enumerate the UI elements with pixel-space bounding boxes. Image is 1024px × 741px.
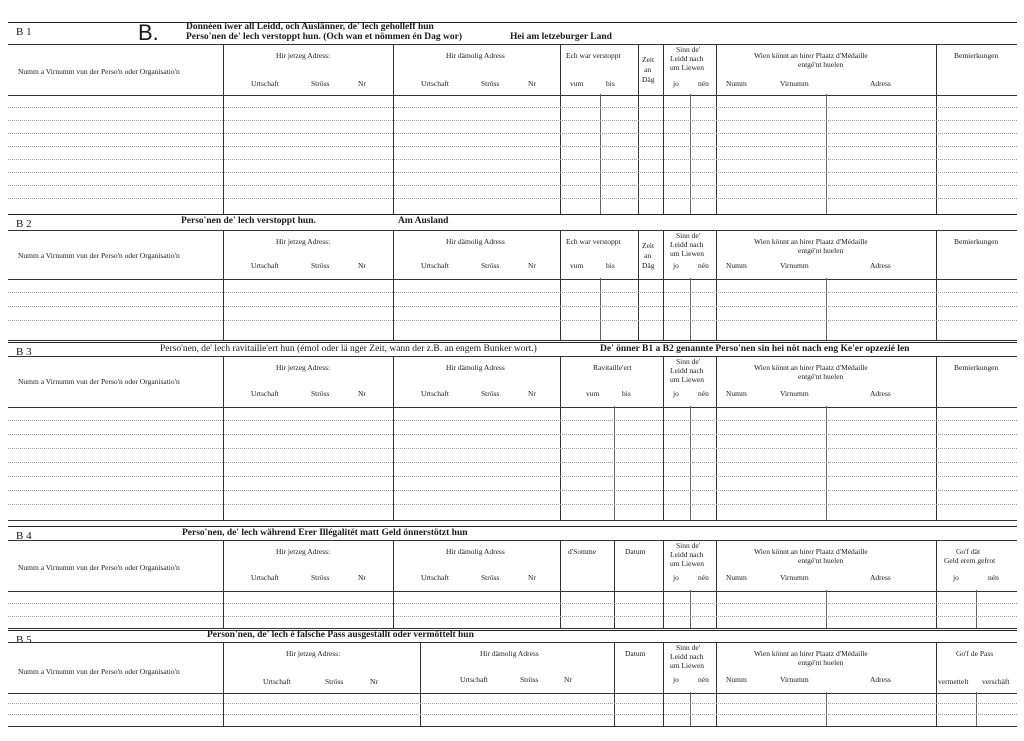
number-label: Nr [528, 389, 536, 398]
number-label: Nr [370, 677, 378, 686]
time-label-3: Däg [642, 261, 655, 270]
suffer-label-2: Leidd nach [670, 240, 704, 249]
no-label: nén [698, 389, 709, 398]
to-label: bis [606, 261, 615, 270]
firstname-label: Virnumm [780, 389, 809, 398]
section-title: Perso'nen, de' lech ravitaille'ert hun (émol oder lä nger Zeit, wann der z.B. an engem Bunker wort.) [160, 344, 537, 354]
suffer-label: Sinn de' [676, 643, 701, 652]
section-id: B 1 [16, 26, 32, 38]
current-address-label: Hir jetzeg Adress: [276, 547, 331, 556]
town-label: Urtschaft [251, 79, 279, 88]
town-label: Urtschaft [421, 261, 449, 270]
money-back-label-2: Geld erem gefrot [944, 556, 996, 565]
from-label: vum [570, 261, 584, 270]
remarks-label: Bemierkungen [954, 363, 999, 372]
suffer-label-3: um Liewen [670, 249, 704, 258]
suffer-label-3: um Liewen [670, 661, 704, 670]
suffer-label-2: Leidd nach [670, 550, 704, 559]
table-header [8, 642, 1017, 694]
former-address-label: Hir dämolig Adress [446, 51, 505, 60]
former-address-label: Hir dämolig Adress [480, 649, 539, 658]
section-title-2: Am Ausland [398, 216, 449, 226]
surname-label: Numm [726, 675, 747, 684]
to-label: bis [622, 389, 631, 398]
address-label: Adress [870, 79, 891, 88]
street-label: Ströss [481, 573, 500, 582]
time-label-2: an [644, 251, 652, 260]
table-body [8, 406, 1017, 521]
surname-label: Numm [726, 261, 747, 270]
section-rule [8, 630, 1017, 631]
suffer-label-3: um Liewen [670, 375, 704, 384]
section-id: B 2 [16, 218, 32, 230]
medal-label: Wien könnt an hirer Plaatz d'Médaille [754, 547, 868, 556]
section-b2 [8, 214, 1017, 342]
intro-line-2: Perso'nen de' lech verstoppt hun. (Och wan et nömmen én Dag wor) [186, 32, 463, 42]
number-label: Nr [358, 573, 366, 582]
suffer-label: Sinn de' [676, 45, 701, 54]
remarks-label: Bemierkungen [954, 51, 999, 60]
name-column-label: Numm a Virnumm vun der Perso'n oder Organisatio'n [18, 563, 180, 572]
medal-label: Wien könnt an hirer Plaatz d'Médaille [754, 51, 868, 60]
medal-label: Wien könnt an hirer Plaatz d'Médaille [754, 363, 868, 372]
street-label: Ströss [311, 389, 330, 398]
section-id: B 3 [16, 346, 32, 358]
section-rule [8, 526, 1017, 527]
medal-label-2: entgé'nt huelen [798, 556, 844, 565]
sum-label: d'Somme [568, 547, 597, 556]
table-header [8, 44, 1017, 96]
suffer-label-3: um Liewen [670, 63, 704, 72]
street-label: Ströss [311, 261, 330, 270]
yes-label: jo [953, 573, 959, 582]
column-divider [716, 45, 717, 95]
street-label: Ströss [481, 261, 500, 270]
former-address-label: Hir dämolig Adress [446, 237, 505, 246]
table-header [8, 230, 1017, 280]
former-address-label: Hir dämolig Adress [446, 547, 505, 556]
town-label: Urtschaft [251, 261, 279, 270]
column-divider [560, 45, 561, 95]
street-label: Ströss [481, 389, 500, 398]
money-back-label: Go'f dät [956, 547, 981, 556]
time-label: Zeit [642, 241, 655, 250]
yes-label: jo [673, 261, 679, 270]
medal-label: Wien könnt an hirer Plaatz d'Médaille [754, 649, 868, 658]
yes-label: jo [673, 573, 679, 582]
town-label: Urtschaft [421, 573, 449, 582]
firstname-label: Virnumm [780, 573, 809, 582]
name-column-label: Numm a Virnumm vun der Perso'n oder Organisatio'n [18, 251, 180, 260]
column-divider [638, 45, 639, 95]
number-label: Nr [528, 79, 536, 88]
suffer-label-2: Leidd nach [670, 366, 704, 375]
suffer-label-2: Leidd nach [670, 54, 704, 63]
surname-label: Numm [726, 573, 747, 582]
name-column-label: Numm a Virnumm vun der Perso'n oder Organisatio'n [18, 67, 180, 76]
suffer-label-3: um Liewen [670, 559, 704, 568]
street-label: Ströss [520, 675, 539, 684]
section-title-2: De' önner B1 a B2 genannte Perso'nen sin hei nöt nach eng Ke'er opzezié len [600, 344, 910, 354]
number-label: Nr [358, 79, 366, 88]
form-letter: B. [138, 20, 159, 45]
section-rule [8, 214, 1017, 215]
no-label: nén [698, 261, 709, 270]
column-divider [936, 45, 937, 95]
yes-label: jo [673, 79, 679, 88]
medal-label-2: entgé'nt huelen [798, 60, 844, 69]
medal-label-2: entgé'nt huelen [798, 658, 844, 667]
section-id: B 5 [16, 634, 32, 646]
town-label: Urtschaft [263, 677, 291, 686]
from-label: vum [586, 389, 600, 398]
ravitailled-label: Ravitaille'ert [593, 363, 632, 372]
firstname-label: Virnumm [780, 261, 809, 270]
no-label: nén [698, 675, 709, 684]
table-body [8, 278, 1017, 341]
section-title: Perso'nen de' lech verstoppt hun. [181, 216, 316, 226]
address-label: Adress [870, 573, 891, 582]
section-b1 [8, 14, 1017, 214]
no-label: nén [698, 573, 709, 582]
pass-destroyed-label: verschäft [982, 677, 1010, 686]
column-divider [663, 45, 664, 95]
section-rule [8, 22, 1017, 23]
intro-line-1: Donnéen iwer all Leidd, och Auslänner, de' lech geholleff hun [186, 22, 434, 32]
section-b3 [8, 342, 1017, 522]
current-address-label: Hir jetzeg Adress: [286, 649, 341, 658]
hidden-label: Ech war verstoppt [566, 237, 621, 246]
time-label-3: Däg [642, 75, 655, 84]
column-divider [393, 45, 394, 95]
number-label: Nr [358, 261, 366, 270]
from-label: vum [570, 79, 584, 88]
town-label: Urtschaft [460, 675, 488, 684]
intro-line-2b: Hei am letzeburger Land [510, 32, 612, 42]
name-column-label: Numm a Virnumm vun der Perso'n oder Organisatio'n [18, 667, 180, 676]
section-title: Perso'nen, de' lech während Erer Illégalitét matt Geld önnerstötzt hun [182, 528, 468, 538]
town-label: Urtschaft [421, 389, 449, 398]
table-body [8, 692, 1017, 727]
table-body [8, 590, 1017, 629]
pass-label: Go'f de Pass [956, 649, 994, 658]
section-b5 [8, 630, 1017, 730]
remarks-label: Bemierkungen [954, 237, 999, 246]
surname-label: Numm [726, 389, 747, 398]
number-label: Nr [528, 261, 536, 270]
no-label: nén [988, 573, 999, 582]
street-label: Ströss [325, 677, 344, 686]
suffer-label: Sinn de' [676, 541, 701, 550]
section-rule [8, 342, 1017, 343]
date-label: Datum [625, 547, 646, 556]
medal-label-2: entgé'nt huelen [798, 372, 844, 381]
street-label: Ströss [481, 79, 500, 88]
suffer-label-2: Leidd nach [670, 652, 704, 661]
current-address-label: Hir jetzeg Adress: [276, 237, 331, 246]
number-label: Nr [564, 675, 572, 684]
town-label: Urtschaft [421, 79, 449, 88]
yes-label: jo [673, 389, 679, 398]
street-label: Ströss [311, 573, 330, 582]
section-b4 [8, 522, 1017, 630]
table-header [8, 356, 1017, 408]
town-label: Urtschaft [251, 573, 279, 582]
suffer-label: Sinn de' [676, 231, 701, 240]
former-address-label: Hir dämolig Adress [446, 363, 505, 372]
number-label: Nr [528, 573, 536, 582]
medal-label: Wien könnt an hirer Plaatz d'Médaille [754, 237, 868, 246]
table-header [8, 540, 1017, 592]
table-body [8, 94, 1017, 215]
firstname-label: Virnumm [780, 675, 809, 684]
current-address-label: Hir jetzeg Adress: [276, 51, 331, 60]
medal-label-2: entgé'nt huelen [798, 246, 844, 255]
hidden-label: Ech war verstoppt [566, 51, 621, 60]
no-label: nén [698, 79, 709, 88]
address-label: Adress [870, 675, 891, 684]
name-column-label: Numm a Virnumm vun der Perso'n oder Organisatio'n [18, 377, 180, 386]
to-label: bis [606, 79, 615, 88]
surname-label: Numm [726, 79, 747, 88]
firstname-label: Virnumm [780, 79, 809, 88]
date-label: Datum [625, 649, 646, 658]
section-id: B 4 [16, 530, 32, 542]
time-label: Zeit [642, 55, 655, 64]
time-label-2: an [644, 65, 652, 74]
address-label: Adress [870, 389, 891, 398]
town-label: Urtschaft [251, 389, 279, 398]
column-divider [223, 45, 224, 95]
yes-label: jo [673, 675, 679, 684]
street-label: Ströss [311, 79, 330, 88]
pass-used-label: vermettelt [938, 677, 969, 686]
address-label: Adress [870, 261, 891, 270]
section-title: Person'nen, de' lech é falsche Pass ausgestallt oder vermöttelt hun [207, 630, 474, 640]
current-address-label: Hir jetzeg Adress: [276, 363, 331, 372]
suffer-label: Sinn de' [676, 357, 701, 366]
number-label: Nr [358, 389, 366, 398]
